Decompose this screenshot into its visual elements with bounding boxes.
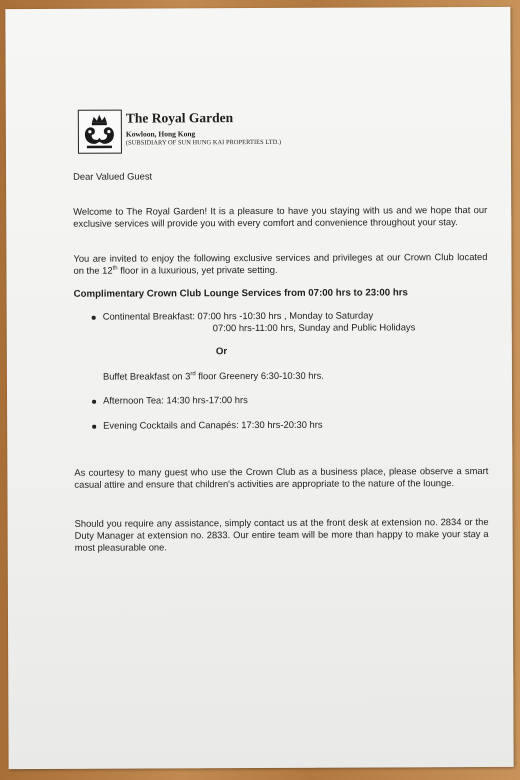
invite-paragraph: [73, 251, 487, 277]
salutation: Dear Valued Guest: [73, 170, 153, 182]
continental-breakfast-line2: 07:00 hrs-11:00 hrs, Sunday and Public Holidays: [212, 321, 416, 334]
evening-cocktails-line: Evening Cocktails and Canapés: 17:30 hrs-20:30 hrs: [103, 418, 323, 431]
buffet-text-end: floor Greenery 6:30-10:30 hrs.: [195, 369, 324, 382]
buffet-breakfast-line: [103, 370, 324, 383]
invite-text-end: floor in a luxurious, yet private setting.: [117, 263, 278, 276]
bullet: [92, 400, 96, 404]
hotel-name: The Royal Garden: [125, 110, 234, 126]
invite-ordinal-suffix: th: [112, 265, 118, 272]
welcome-paragraph: Welcome to The Royal Garden! It is a pleasure to have you staying with us and we hope that our exclusive services will provide you with every comfort and convenience throughout your stay.: [73, 204, 488, 229]
assistance-paragraph: Should you require any assistance, simply contact us at the front desk at extension no. 2834 or the Duty Manager at extension no. 2833. Our entire team will be more than happy to make your stay a most pleasurable one.: [74, 516, 489, 553]
bullet: [92, 425, 96, 429]
services-heading: Complimentary Crown Club Lounge Services from 07:00 hrs to 23:00 hrs: [73, 287, 408, 300]
bullet: [92, 316, 96, 320]
hotel-location: Kowloon, Hong Kong: [125, 129, 196, 139]
buffet-ordinal-suffix: rd: [190, 371, 196, 378]
royal-garden-crown-logo: [78, 110, 122, 154]
continental-breakfast-line1: Continental Breakfast: 07:00 hrs -10:30 hrs , Monday to Saturday: [102, 309, 374, 322]
afternoon-tea-line: Afternoon Tea: 14:30 hrs-17:00 hrs: [103, 394, 248, 406]
letter-page: [5, 7, 513, 769]
courtesy-paragraph: As courtesy to many guest who use the Crown Club as a business place, please observe a smart casual attire and ensure that children's activities are appropriate to the nature of the lounge.: [74, 465, 489, 490]
buffet-text-start: Buffet Breakfast on 3: [102, 370, 191, 382]
hotel-subsidiary: (SUBSIDIARY OF SUN HUNG KAI PROPERTIES LTD.): [125, 138, 282, 147]
or-separator: Or: [215, 346, 228, 358]
invite-text-start: You are invited to enjoy the following exclusive services and privileges at our Crown Club located on the 12: [73, 251, 488, 276]
